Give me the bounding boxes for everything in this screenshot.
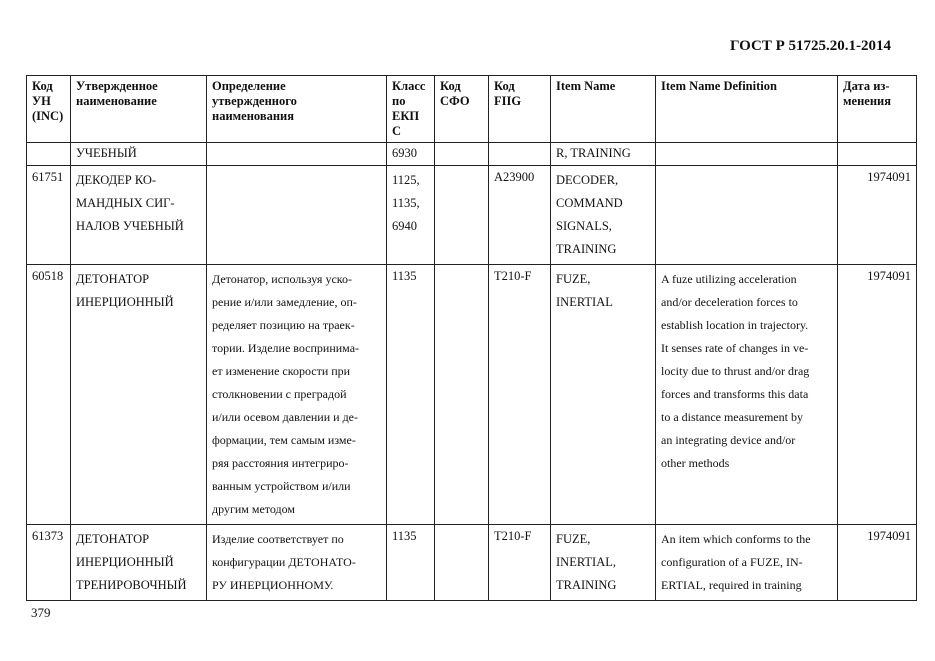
- table-cell: [435, 143, 489, 166]
- table-row: [27, 525, 917, 601]
- table-cell: 1135: [387, 525, 435, 601]
- column-header: Код УН (INC): [27, 76, 71, 143]
- document-code: ГОСТ Р 51725.20.1-2014: [729, 38, 891, 54]
- table-cell: An item which conforms to the configuration of a FUZE, IN- ERTIAL, required in training: [656, 525, 838, 601]
- column-header: Item Name Definition: [656, 76, 838, 143]
- table-cell: 6930: [387, 143, 435, 166]
- table-cell: ДЕТОНАТОР ИНЕРЦИОННЫЙ ТРЕНИРОВОЧНЫЙ: [71, 525, 207, 601]
- table-cell: [207, 143, 387, 166]
- table-cell: УЧЕБНЫЙ: [71, 143, 207, 166]
- page-number: 379: [31, 605, 51, 620]
- table-cell: [656, 143, 838, 166]
- table-cell: Изделие соответствует по конфигурации ДЕТОНАТО- РУ ИНЕРЦИОННОМУ.: [207, 525, 387, 601]
- column-header: Код СФО: [435, 76, 489, 143]
- table-cell: [838, 143, 917, 166]
- table-cell: T210-F: [489, 265, 551, 525]
- column-header: Утвержденное наименование: [71, 76, 207, 143]
- table-cell: A fuze utilizing acceleration and/or deceleration forces to establish location in trajectory. It senses rate of changes in ve- locity due to thrust and/or drag forces and transforms this data to a distance measurement by an integrating device and/or other methods: [656, 265, 838, 525]
- table-cell: 61751: [27, 166, 71, 265]
- column-header: Определение утвержденного наименования: [207, 76, 387, 143]
- table-cell: [27, 143, 71, 166]
- table-cell small: [656, 166, 838, 265]
- column-header: Дата из- менения: [838, 76, 917, 143]
- table-cell: [435, 166, 489, 265]
- table-cell: T210-F: [489, 525, 551, 601]
- table-cell: 61373: [27, 525, 71, 601]
- item-name-table: [26, 75, 917, 601]
- table-header-row: [27, 76, 917, 143]
- table-cell: A23900: [489, 166, 551, 265]
- table-cell: ДЕКОДЕР КО- МАНДНЫХ СИГ- НАЛОВ УЧЕБНЫЙ: [71, 166, 207, 265]
- table-cell: ДЕТОНАТОР ИНЕРЦИОННЫЙ: [71, 265, 207, 525]
- table-cell: [435, 525, 489, 601]
- table-row: [27, 265, 917, 525]
- table-row: [27, 166, 917, 265]
- table-cell: FUZE, INERTIAL: [551, 265, 656, 525]
- table-cell: R, TRAINING: [551, 143, 656, 166]
- table-cell: 1135: [387, 265, 435, 525]
- table-cell: DECODER, COMMAND SIGNALS, TRAINING: [551, 166, 656, 265]
- table-cell: [207, 166, 387, 265]
- table-cell: [435, 265, 489, 525]
- column-header: Item Name: [551, 76, 656, 143]
- table-row: [27, 143, 917, 166]
- table-cell: Детонатор, используя уско- рение и/или замедление, оп- ределяет позицию на траек- тории. Изделие воспринима- ет изменение скорости при столкновении с преградой и/или осевом давлении и де- формации, тем самым изме- ряя расстояния интегриро- ванным устройством и/или другим методом: [207, 265, 387, 525]
- column-header: Класс по ЕКП С: [387, 76, 435, 143]
- column-header: Код FIIG: [489, 76, 551, 143]
- table-cell: [489, 143, 551, 166]
- table-cell: 1974091: [838, 166, 917, 265]
- table-cell: 60518: [27, 265, 71, 525]
- table-cell: FUZE, INERTIAL, TRAINING: [551, 525, 656, 601]
- table-cell: 1974091: [838, 525, 917, 601]
- table-cell: 1125, 1135, 6940: [387, 166, 435, 265]
- table-cell: 1974091: [838, 265, 917, 525]
